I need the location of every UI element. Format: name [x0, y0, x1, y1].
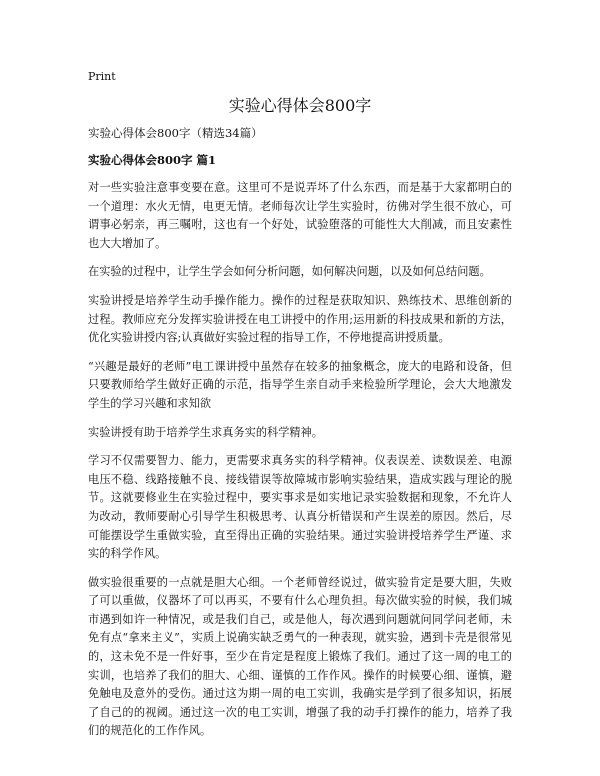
paragraph: 学习不仅需要智力、能力，更需要求真务实的科学精神。仪表误差、读数误差、电源电压不稳、线路接触不良、接线错误等故障城市影响实验结果，造成实践与理论的脱节。这就要修业生在实验过程中，要实事求是如实地记录实验数据和现象，不允许人为改动，教师要耐心引导学生积极思考、认真分析错误和产生误差的原因。然后，尽可能摆设学生重做实验，直至得出正确的实验结果。通过实验讲授培养学生严谨、求实的科学作风。 — [88, 454, 512, 561]
page-title: 实验心得体会800字 — [228, 96, 372, 115]
document-subtitle: 实验心得体会800字（精选34篇） — [88, 126, 263, 140]
paragraph: 在实验的过程中，让学生学会如何分析问题，如何解决问题，以及如何总结问题。 — [88, 265, 491, 279]
paragraph: 做实验很重要的一点就是胆大心细。一个老师曾经说过，做实验肯定是要大胆，失败了可以重做，仪器坏了可以再买，不要有什么心理负担。每次做实验的时候，我们城市遇到如许一种情况，或是我们自己，或是他人，每次遇到问题就问同学问老师，未免有点“拿来主义”，实质上说确实缺乏勇气的一种表现，就实验，遇到卡壳是很常见的，这未免不是一件好事，至少在肯定是程度上锻炼了我们。通过了这一周的电工的实训，也培养了我们的胆大、心细、谨慎的工作作风。操作的时候要心细、谨慎，避免触电及意外的受伤。通过这为期一周的电工实训，我确实是学到了很多知识，拓展了自己的的视阈。通过这一次的电工实训，增强了我的动手打操作的能力，培养了我们的规范化的工作作风。 — [88, 575, 512, 738]
print-link[interactable]: Print — [88, 70, 116, 83]
section-heading: 实验心得体会800字 篇1 — [88, 153, 217, 167]
paragraph: “兴趣是最好的老师”电工课讲授中虽然存在较多的抽象概念，庞大的电路和设备，但只要教师给学生做好正确的示范，指导学生亲自动手来检验所学理论，会大大地激发学生的学习兴趣和求知欲 — [88, 359, 512, 410]
paragraph: 对一些实验注意事变要在意。这里可不是说弄坏了什么东西，而是基于大家都明白的一个道理：水火无情，电更无情。老师每次让学生实验时，彷佛对学生很不放心，可谓事必躬亲，再三嘱咐，这也有一个好处，试验堕落的可能性大大削减，而且安素性也大大增加了。 — [88, 181, 512, 250]
paragraph: 实验讲授有助于培养学生求真务实的科学精神。 — [88, 425, 323, 439]
paragraph: 实验讲授是培养学生动手操作能力。操作的过程是获取知识、熟练技术、思维创新的过程。教师应充分发挥实验讲授在电工讲授中的作用;运用新的科技成果和新的方法，优化实验讲授内容;认真做好实验过程的指导工作，不停地提高讲授质量。 — [88, 293, 512, 345]
